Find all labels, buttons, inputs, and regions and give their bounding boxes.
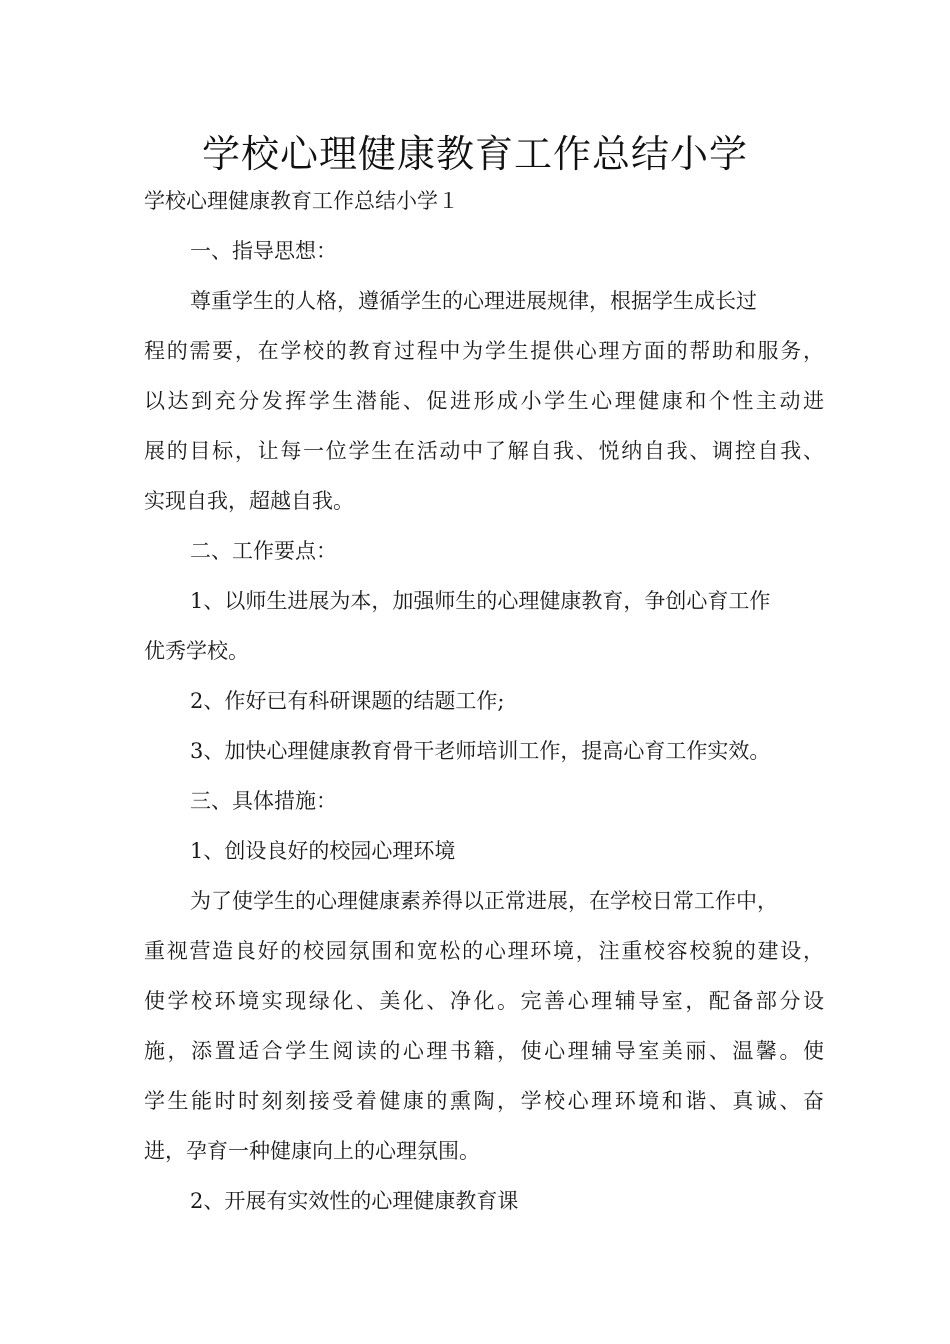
paragraph-line: 以达到充分发挥学生潜能、促进形成小学生心理健康和个性主动进 bbox=[144, 389, 824, 413]
paragraph-line: 施，添置适合学生阅读的心理书籍，使心理辅导室美丽、温馨。使 bbox=[144, 1039, 824, 1063]
section-heading: 三、具体措施： bbox=[190, 789, 337, 813]
section-heading: 二、工作要点： bbox=[190, 539, 337, 563]
list-item: 2、作好已有科研课题的结题工作; bbox=[190, 689, 505, 713]
paragraph-line: 学生能时时刻刻接受着健康的熏陶，学校心理环境和谐、真诚、奋 bbox=[144, 1089, 824, 1113]
paragraph-line: 优秀学校。 bbox=[144, 639, 249, 663]
list-item: 2、开展有实效性的心理健康教育课 bbox=[190, 1189, 519, 1213]
document-subtitle: 学校心理健康教育工作总结小学１ bbox=[144, 189, 459, 213]
document-title: 学校心理健康教育工作总结小学 bbox=[201, 132, 748, 176]
paragraph-line: 重视营造良好的校园氛围和宽松的心理环境，注重校容校貌的建设， bbox=[144, 939, 824, 963]
list-item: 3、加快心理健康教育骨干老师培训工作，提高心育工作实效。 bbox=[190, 739, 771, 763]
paragraph-line: 使学校环境实现绿化、美化、净化。完善心理辅导室，配备部分设 bbox=[144, 989, 824, 1013]
paragraph-line: 展的目标，让每一位学生在活动中了解自我、悦纳自我、调控自我、 bbox=[144, 439, 824, 463]
list-item: 1、创设良好的校园心理环境 bbox=[190, 839, 456, 863]
paragraph-line: 进，孕育一种健康向上的心理氛围。 bbox=[144, 1139, 480, 1163]
paragraph-line: 为了使学生的心理健康素养得以正常进展，在学校日常工作中， bbox=[190, 889, 778, 913]
section-heading: 一、指导思想： bbox=[190, 239, 337, 263]
paragraph-line: 程的需要，在学校的教育过程中为学生提供心理方面的帮助和服务， bbox=[144, 339, 824, 363]
paragraph-line: 尊重学生的人格，遵循学生的心理进展规律，根据学生成长过 bbox=[190, 289, 757, 313]
list-item: 1、以师生进展为本，加强师生的心理健康教育，争创心育工作 bbox=[190, 589, 771, 613]
paragraph-line: 实现自我，超越自我。 bbox=[144, 489, 354, 513]
